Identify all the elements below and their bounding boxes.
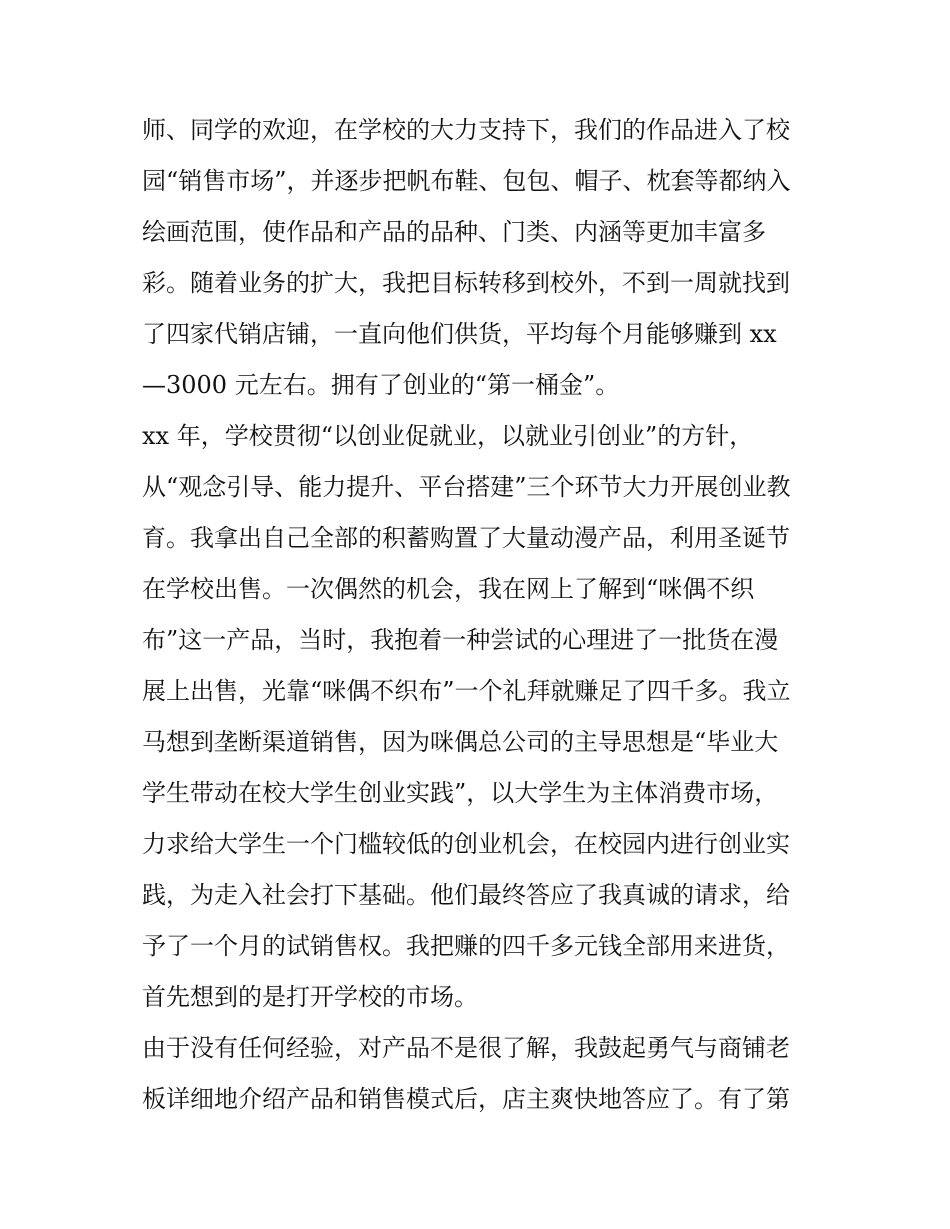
text-line: 由于没有任何经验，对产品不是很了解，我鼓起勇气与商铺老	[142, 1034, 790, 1062]
text-line: 在学校出售。一次偶然的机会，我在网上了解到“咪偶不织	[142, 575, 755, 603]
text-line: 绘画范围，使作品和产品的品种、门类、内涵等更加丰富多	[142, 218, 766, 246]
text-line: 力求给大学生一个门槛较低的创业机会，在校园内进行创业实	[142, 830, 790, 858]
text-line: 学生带动在校大学生创业实践”，以大学生为主体消费市场，	[142, 779, 779, 807]
text-line: 展上出售，光靠“咪偶不织布”一个礼拜就赚足了四千多。我立	[142, 677, 791, 705]
text-line: xx 年，学校贯彻“以创业促就业，以就业引创业”的方针，	[142, 422, 754, 450]
text-line: 马想到垄断渠道销售，因为咪偶总公司的主导思想是“毕业大	[142, 728, 779, 756]
text-line: 师、同学的欢迎，在学校的大力支持下，我们的作品进入了校	[142, 116, 790, 144]
text-line: 予了一个月的试销售权。我把赚的四千多元钱全部用来进货，	[142, 932, 790, 960]
text-line: 首先想到的是打开学校的市场。	[142, 983, 478, 1011]
text-line: 板详细地介绍产品和销售模式后，店主爽快地答应了。有了第	[142, 1085, 790, 1113]
text-line: —3000 元左右。拥有了创业的“第一桶金”。	[142, 371, 620, 399]
document-body	[142, 110, 822, 1130]
text-line: 园“销售市场”，并逐步把帆布鞋、包包、帽子、枕套等都纳入	[142, 167, 791, 195]
text-line: 践，为走入社会打下基础。他们最终答应了我真诚的请求，给	[142, 881, 790, 909]
text-line: 彩。随着业务的扩大，我把目标转移到校外，不到一周就找到	[142, 269, 790, 297]
text-line: 布”这一产品，当时，我抱着一种尝试的心理进了一批货在漫	[142, 626, 779, 654]
text-line: 育。我拿出自己全部的积蓄购置了大量动漫产品，利用圣诞节	[142, 524, 790, 552]
text-line: 了四家代销店铺，一直向他们供货，平均每个月能够赚到 xx	[142, 320, 777, 348]
text-line: 从“观念引导、能力提升、平台搭建”三个环节大力开展创业教	[142, 473, 791, 501]
